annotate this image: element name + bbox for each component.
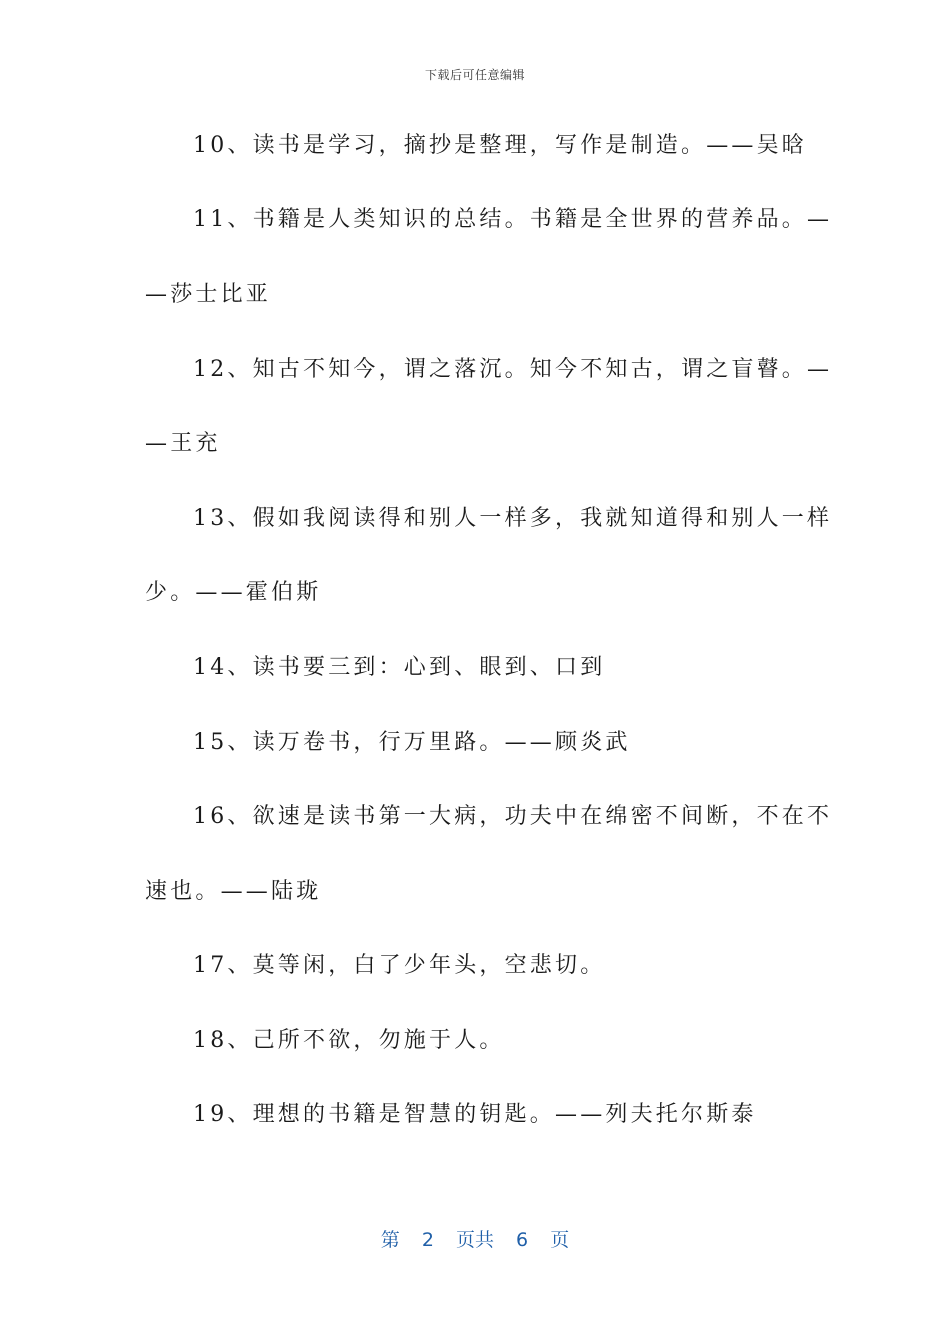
footer-total-pages: 6 xyxy=(516,1229,529,1251)
quote-line-12: 12、知古不知今，谓之落沉。知今不知古，谓之盲瞽。— xyxy=(193,357,833,382)
quote-line-11: 11、书籍是人类知识的总结。书籍是全世界的营养品。— xyxy=(193,207,833,232)
quote-line-13: 13、假如我阅读得和别人一样多，我就知道得和别人一样 xyxy=(193,506,833,531)
page-footer xyxy=(0,1225,950,1252)
quote-line-13-cont: 少。——霍伯斯 xyxy=(145,580,322,605)
quote-line-16-cont: 速也。——陆珑 xyxy=(145,879,322,904)
quote-line-11-cont: —莎士比亚 xyxy=(145,282,272,307)
quote-line-10: 10、读书是学习，摘抄是整理，写作是制造。——吴晗 xyxy=(193,133,807,158)
quote-line-16: 16、欲速是读书第一大病，功夫中在绵密不间断，不在不 xyxy=(193,804,833,829)
quote-line-12-cont: —王充 xyxy=(145,431,221,456)
quote-line-18: 18、己所不欲，勿施于人。 xyxy=(193,1028,505,1053)
footer-prefix: 第 xyxy=(380,1229,400,1251)
footer-page-number: 2 xyxy=(421,1229,434,1251)
quote-line-14: 14、读书要三到：心到、眼到、口到 xyxy=(193,655,606,680)
footer-middle: 页共 xyxy=(455,1229,494,1251)
page-header: 下载后可任意编辑 xyxy=(424,68,525,82)
quote-line-15: 15、读万卷书，行万里路。——顾炎武 xyxy=(193,730,631,755)
quote-line-17: 17、莫等闲，白了少年头，空悲切。 xyxy=(193,953,606,978)
footer-suffix: 页 xyxy=(550,1229,570,1251)
quote-line-19: 19、理想的书籍是智慧的钥匙。——列夫托尔斯泰 xyxy=(193,1102,757,1127)
